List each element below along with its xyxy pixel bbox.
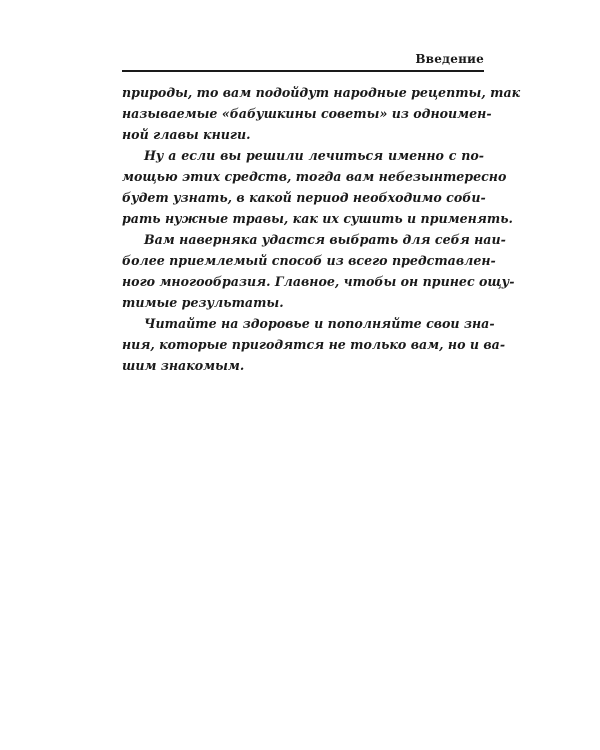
text-line: Читайте на здоровье и пополняйте свои зна- [144,316,495,331]
text-line: будет узнать, в какой период необходимо соби- [122,190,486,205]
paragraph [122,313,506,376]
text-line: природы, то вам подойдут народные рецепты, так [122,85,521,100]
text-line: более приемлемый способ из всего представлен- [122,253,496,268]
text-line: тимые результаты. [122,295,284,310]
text-line: ного многообразия. Главное, чтобы он принес ощу- [122,274,515,289]
body-text [122,82,521,376]
text-line: ной главы книги. [122,127,251,142]
section-title: Введение [415,52,484,66]
running-head [122,48,484,72]
paragraph [122,229,515,313]
text-line: рать нужные травы, как их сушить и применять. [122,211,513,226]
paragraph [122,82,521,145]
text-line: мощью этих средств, тогда вам небезынтересно [122,169,507,184]
text-line: Вам наверняка удастся выбрать для себя наи- [144,232,506,247]
text-line: называемые «бабушкины советы» из одноимен- [122,106,492,121]
text-line: ния, которые пригодятся не только вам, но и ва- [122,337,506,352]
text-line: шим знакомым. [122,358,245,373]
paragraph [122,145,513,229]
text-line: Ну а если вы решили лечиться именно с по- [144,148,484,163]
